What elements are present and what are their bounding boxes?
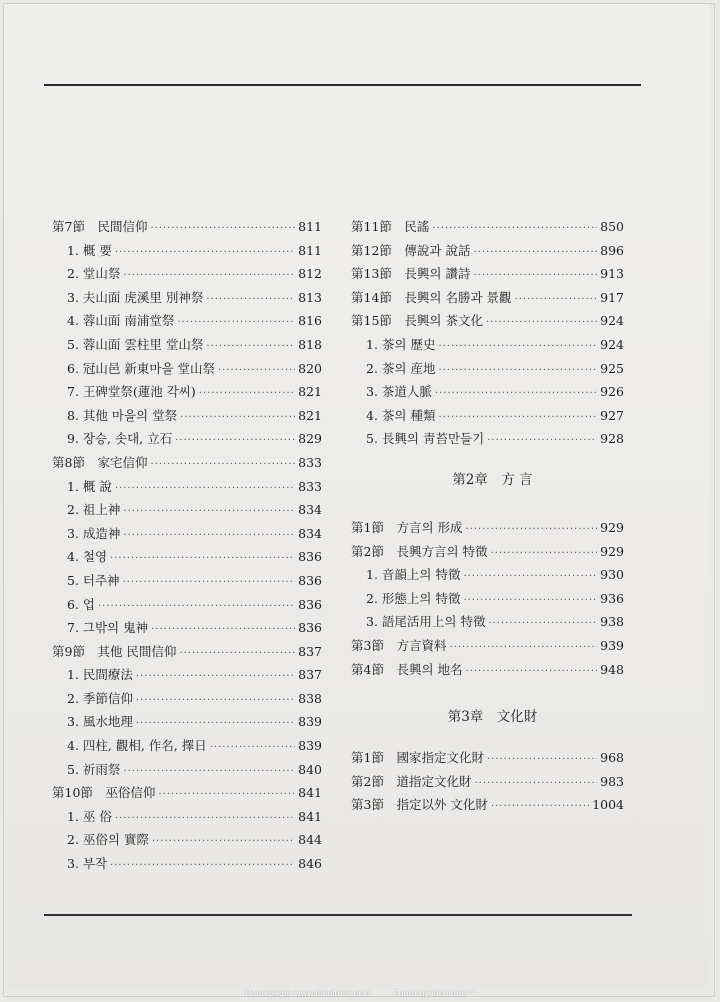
dot-leader [515, 288, 598, 312]
toc-section-entry [351, 746, 624, 770]
dot-leader [210, 736, 295, 760]
toc-section-entry [351, 239, 624, 263]
toc-entry-page: 1004 [592, 797, 624, 813]
toc-entry-page: 829 [298, 431, 322, 447]
toc-section-entry [351, 286, 624, 310]
toc-subentry [52, 498, 322, 522]
dot-leader [123, 760, 295, 784]
toc-entry-label: 5. 터주神 [67, 572, 120, 588]
dot-leader [175, 429, 295, 453]
toc-entry-label: 2. 茶의 産地 [366, 360, 436, 376]
toc-section-entry [351, 215, 624, 239]
toc-entry-label: 3. 風水地理 [67, 714, 133, 730]
dot-leader [115, 477, 295, 501]
toc-section-entry [351, 634, 624, 658]
toc-entry-page: 928 [600, 431, 624, 447]
toc-entry-page: 837 [298, 643, 322, 659]
toc-entry-label: 1. 茶의 歷史 [366, 336, 436, 352]
toc-entry-page: 924 [600, 336, 624, 352]
toc-entry-page: 841 [298, 808, 322, 824]
toc-section-entry [52, 215, 322, 239]
toc-entry-label: 第15節 長興의 茶文化 [351, 313, 483, 329]
toc-entry-page: 833 [298, 454, 322, 470]
toc-subentry [52, 286, 322, 310]
toc-entry-label: 1. 概 要 [67, 242, 112, 258]
dot-leader [158, 783, 295, 807]
toc-entry-label: 第2節 長興方言의 特徵 [351, 543, 488, 559]
toc-entry-page: 913 [600, 266, 624, 282]
toc-subentry [351, 610, 624, 634]
dot-leader [491, 795, 589, 819]
toc-entry-label: 1. 概 說 [67, 478, 112, 494]
toc-entry-page: 837 [298, 667, 322, 683]
toc-subentry [351, 404, 624, 428]
toc-entry-page: 816 [298, 313, 322, 329]
toc-entry-label: 3. 成造神 [67, 525, 121, 541]
toc-entry-page: 813 [298, 289, 322, 305]
dot-leader [206, 335, 295, 359]
toc-entry-label: 7. 王碑堂祭(蓮池 각씨) [67, 384, 196, 400]
toc-entry-label: 第1節 國家指定文化財 [351, 750, 484, 766]
toc-entry-label: 2. 季節信仰 [67, 690, 133, 706]
toc-entry-label: 第7節 民間信仰 [52, 219, 148, 234]
toc-entry-page: 917 [600, 289, 624, 305]
toc-entry-label: 第9節 其他 民間信仰 [52, 643, 177, 659]
dot-leader [438, 335, 597, 359]
toc-entry-label: 第1節 方言의 形成 [351, 519, 463, 535]
toc-entry-page: 836 [298, 620, 322, 636]
toc-section-entry [351, 516, 624, 540]
toc-entry-page: 938 [600, 614, 624, 630]
toc-entry-label: 第3節 方言資料 [351, 637, 447, 653]
dot-leader [115, 241, 295, 265]
dot-leader [488, 612, 597, 636]
dot-leader [179, 642, 295, 666]
toc-section-entry [52, 781, 322, 805]
toc-entry-page: 811 [298, 219, 322, 234]
toc-subentry [52, 828, 322, 852]
toc-subentry [52, 805, 322, 829]
dot-leader [123, 500, 295, 524]
dot-leader [177, 311, 295, 335]
toc-entry-page: 926 [600, 384, 624, 400]
dot-leader [150, 217, 295, 241]
dot-leader [487, 748, 597, 772]
toc-entry-label: 2. 堂山祭 [67, 266, 121, 282]
dot-leader [123, 524, 295, 548]
chapter-heading-dialect: 第2章 方 言 [452, 471, 533, 488]
toc-subentry [351, 333, 624, 357]
dot-leader [218, 359, 295, 383]
top-rule [44, 84, 641, 86]
toc-subentry [52, 710, 322, 734]
dot-leader [136, 689, 295, 713]
toc-entry-page: 939 [600, 637, 624, 653]
toc-entry-page: 838 [298, 690, 322, 706]
toc-subentry [52, 734, 322, 758]
toc-entry-label: 1. 民間療法 [67, 667, 133, 683]
toc-section-entry [52, 640, 322, 664]
toc-right-column [351, 215, 624, 817]
toc-entry-page: 930 [600, 567, 624, 583]
toc-entry-page: 812 [298, 266, 322, 282]
toc-entry-label: 3. 茶道人脈 [366, 384, 432, 400]
dot-leader [123, 571, 296, 595]
bottom-rule [44, 914, 632, 916]
toc-entry-label: 7. 그밖의 鬼神 [67, 620, 149, 636]
toc-subentry [351, 380, 624, 404]
dot-leader [136, 665, 295, 689]
toc-entry-label: 2. 祖上神 [67, 502, 121, 518]
toc-subentry [52, 357, 322, 381]
dot-leader [152, 830, 295, 854]
toc-subentry [52, 239, 322, 263]
dot-leader [466, 518, 598, 542]
photo-footer [0, 986, 720, 1002]
toc-entry-page: 948 [600, 661, 624, 677]
dot-leader [466, 660, 598, 684]
toc-entry-label: 8. 其他 마을의 堂祭 [67, 407, 178, 423]
toc-entry-page: 820 [298, 360, 322, 376]
toc-subentry [351, 357, 624, 381]
dot-leader [199, 382, 295, 406]
dot-leader [449, 636, 597, 660]
toc-subentry [52, 522, 322, 546]
toc-entry-page: 896 [600, 242, 624, 258]
toc-entry-page: 850 [600, 219, 624, 234]
toc-entry-page: 821 [298, 407, 322, 423]
toc-subentry [52, 687, 322, 711]
toc-entry-label: 第10節 巫俗信仰 [52, 785, 156, 801]
toc-subentry [52, 852, 322, 876]
toc-entry-label: 3. 부작 [67, 856, 108, 872]
toc-subentry [52, 758, 322, 782]
toc-entry-page: 836 [298, 549, 322, 565]
toc-subentry [52, 262, 322, 286]
toc-entry-label: 9. 장승, 솟대, 立石 [67, 431, 173, 447]
toc-entry-label: 3. 語尾活用上의 特徵 [366, 614, 486, 630]
toc-entry-label: 第3節 指定以外 文化財 [351, 797, 488, 813]
toc-entry-label: 第12節 傳說과 說話 [351, 242, 471, 258]
toc-group-dialect [351, 516, 624, 681]
toc-entry-page: 840 [298, 761, 322, 777]
toc-entry-page: 839 [298, 738, 322, 754]
toc-section-entry [351, 262, 624, 286]
chapter-heading-cultural-assets: 第3章 文化財 [447, 709, 538, 726]
toc-entry-label: 1. 音韻上의 特徵 [366, 567, 461, 583]
dot-leader [151, 618, 295, 642]
dot-leader [136, 712, 295, 736]
toc-section-entry [351, 793, 624, 817]
toc-section-entry [351, 658, 624, 682]
toc-entry-page: 968 [600, 750, 624, 766]
toc-group-cultural-assets [351, 746, 624, 817]
toc-section-entry [351, 309, 624, 333]
dot-leader [110, 854, 295, 878]
toc-entry-page: 836 [298, 596, 322, 612]
toc-entry-label: 2. 巫俗의 實際 [67, 832, 149, 848]
toc-section-entry [52, 451, 322, 475]
dot-leader [473, 264, 597, 288]
dot-leader [463, 565, 597, 589]
toc-entry-label: 第4節 長興의 地名 [351, 661, 463, 677]
dot-leader [432, 217, 597, 241]
toc-entry-label: 4. 철영 [67, 549, 108, 565]
toc-entry-page: 924 [600, 313, 624, 329]
toc-entry-label: 第8節 家宅信仰 [52, 454, 148, 470]
toc-subentry [52, 593, 322, 617]
dot-leader [98, 595, 295, 619]
toc-section-entry [351, 770, 624, 794]
toc-entry-label: 5. 祈雨祭 [67, 761, 121, 777]
dot-leader [438, 359, 597, 383]
toc-entry-page: 839 [298, 714, 322, 730]
toc-subentry [52, 333, 322, 357]
toc-entry-page: 927 [600, 407, 624, 423]
toc-entry-label: 4. 四柱, 觀相, 作名, 擇日 [67, 738, 207, 754]
toc-entry-label: 第2節 道指定文化財 [351, 773, 472, 789]
toc-entry-page: 841 [298, 785, 322, 801]
toc-entry-label: 5. 長興의 靑苔만들기 [366, 431, 485, 447]
toc-subentry [351, 587, 624, 611]
toc-entry-page: 821 [298, 384, 322, 400]
toc-entry-page: 818 [298, 336, 322, 352]
toc-entry-page: 846 [298, 856, 322, 872]
toc-entry-page: 925 [600, 360, 624, 376]
dot-leader [474, 772, 597, 796]
toc-entry-page: 834 [298, 502, 322, 518]
toc-section-entry [351, 540, 624, 564]
toc-entry-page: 836 [298, 572, 322, 588]
footer-homepage: Homepage: www.ihculture.or.kr [245, 989, 372, 998]
toc-left-column [52, 215, 322, 876]
dot-leader [435, 382, 597, 406]
dot-leader [473, 241, 597, 265]
dot-leader [206, 288, 295, 312]
toc-group-folklore [351, 215, 624, 451]
toc-entry-label: 1. 巫 俗 [67, 808, 112, 824]
toc-entry-page: 833 [298, 478, 322, 494]
toc-subentry [351, 427, 624, 451]
toc-entry-label: 第13節 長興의 讚詩 [351, 266, 471, 282]
toc-subentry [52, 309, 322, 333]
dot-leader [438, 406, 597, 430]
toc-entry-page: 983 [600, 773, 624, 789]
toc-entry-page: 811 [298, 242, 322, 258]
toc-entry-label: 第11節 民謠 [351, 219, 430, 234]
toc-subentry [351, 563, 624, 587]
toc-entry-label: 4. 蓉山面 南浦堂祭 [67, 313, 175, 329]
toc-subentry [52, 545, 322, 569]
dot-leader [115, 807, 295, 831]
toc-entry-page: 844 [298, 832, 322, 848]
dot-leader [491, 542, 598, 566]
toc-entry-label: 6. 업 [67, 596, 95, 612]
toc-entry-label: 4. 茶의 種類 [366, 407, 436, 423]
dot-leader [463, 589, 597, 613]
toc-entry-page: 936 [600, 590, 624, 606]
dot-leader [110, 547, 295, 571]
toc-subentry [52, 475, 322, 499]
toc-subentry [52, 569, 322, 593]
dot-leader [123, 264, 295, 288]
toc-subentry [52, 427, 322, 451]
dot-leader [180, 406, 295, 430]
toc-entry-label: 第14節 長興의 名勝과 景觀 [351, 289, 512, 305]
toc-entry-label: 5. 蓉山面 雲柱里 堂山祭 [67, 336, 204, 352]
toc-entry-page: 929 [600, 543, 624, 559]
dot-leader [150, 453, 295, 477]
toc-subentry [52, 380, 322, 404]
toc-subentry [52, 616, 322, 640]
toc-entry-label: 3. 夫山面 虎溪里 別神祭 [67, 289, 204, 305]
footer-photo-credit: Photo by ihculture™ [393, 989, 475, 998]
toc-subentry [52, 663, 322, 687]
toc-entry-label: 6. 冠山邑 新東마을 堂山祭 [67, 360, 215, 376]
dot-leader [487, 429, 597, 453]
toc-entry-page: 929 [600, 519, 624, 535]
dot-leader [486, 311, 597, 335]
toc-entry-label: 2. 形態上의 特徵 [366, 590, 461, 606]
toc-subentry [52, 404, 322, 428]
toc-entry-page: 834 [298, 525, 322, 541]
